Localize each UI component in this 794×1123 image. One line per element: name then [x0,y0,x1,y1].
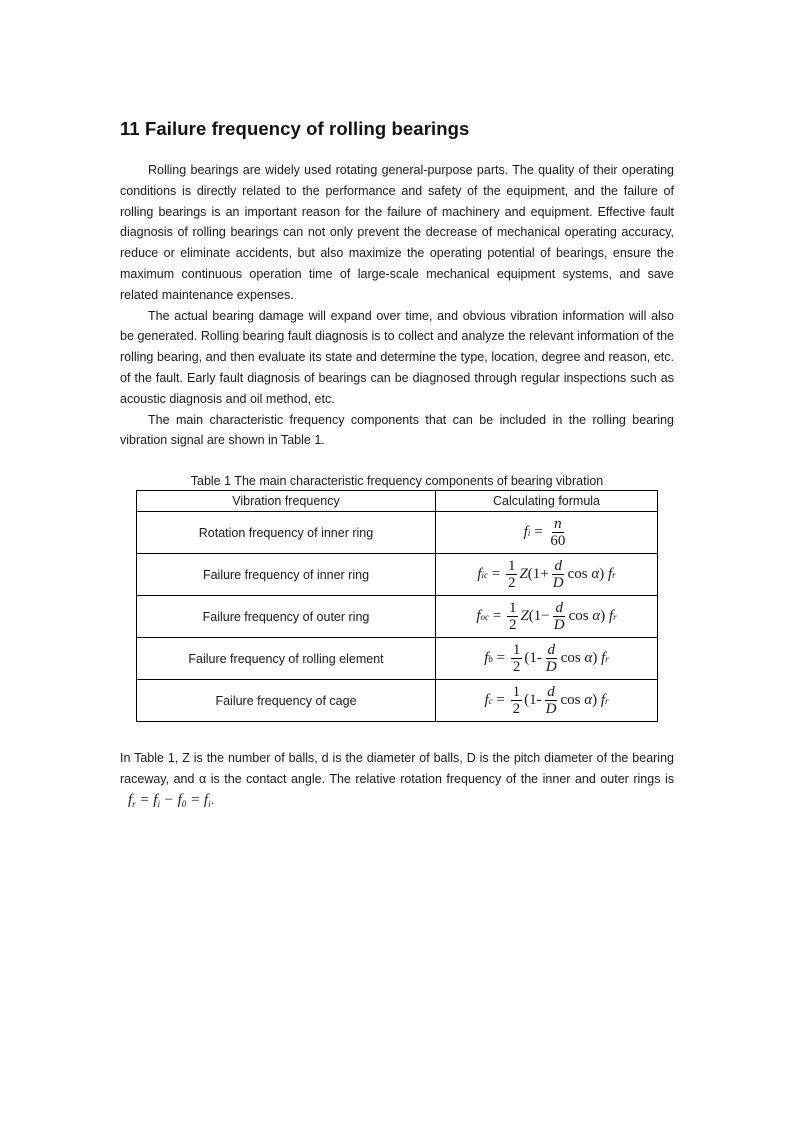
row-label: Failure frequency of inner ring [137,554,436,596]
paragraph-3: The main characteristic frequency components that can be included in the rolling bearing vibration signal are shown in Table 1. [120,412,674,448]
header-vibration-frequency: Vibration frequency [137,491,436,512]
table-row [137,596,658,638]
formula-outer-failure: f oc = $\frac{1}{2}$ Z (1− $\frac{d}{D}$ cos α ) f r [436,596,658,638]
table-row [137,512,658,554]
explanation-text: In Table 1, Z is the number of balls, d is the diameter of balls, D is the pitch diameter of the bearing raceway, and α is the contact angle. The relative rotation frequency of the inner and outer rings is [120,751,674,786]
document-page [120,118,674,815]
formula-inner-rotation: f i = $\frac{n}{60}$ [436,512,658,554]
relative-frequency-formula: $f_r = f_i - f_0 = f_i$ [128,791,211,809]
row-label: Failure frequency of outer ring [137,596,436,638]
section-heading: 11 Failure frequency of rolling bearings [120,118,470,139]
paragraph-2: The actual bearing damage will expand over time, and obvious vibration information will also be generated. Rolling bearing fault diagnosis is to collect and analyze the relevant information of the rolling bearing, and then evaluate its state and determine the type, location, degree and reason, etc. of the fault. Early fault diagnosis of bearings can be diagnosed through regular inspections such as acoustic diagnosis and oil method, etc. [120,308,674,406]
frequency-table [136,490,658,722]
table-explanation [120,748,674,814]
table-row [137,638,658,680]
row-label: Failure frequency of rolling element [137,638,436,680]
row-label: Failure frequency of cage [137,680,436,722]
formula-cage: f c = $\frac{1}{2}$ (1- $\frac{d}{D}$ cos α ) f r [436,680,658,722]
table-caption: Table 1 The main characteristic frequency components of bearing vibration [190,474,604,489]
table-row [137,554,658,596]
row-label: Rotation frequency of inner ring [137,512,436,554]
table-row [137,680,658,722]
paragraph-1: Rolling bearings are widely used rotating general-purpose parts. The quality of their operating conditions is directly related to the performance and safety of the equipment, and the failure of rolling bearings is an important reason for the failure of machinery and equipment. Effective fault diagnosis of rolling bearings can not only prevent the decrease of mechanical operating accuracy, reduce or eliminate accidents, but also maximize the operating potential of bearings, ensure the maximum continuous operation time of large-scale mechanical equipment systems, and save related maintenance expenses. [120,163,674,302]
table-header-row [137,491,658,512]
period: . [210,792,215,807]
formula-inner-failure: f ic = $\frac{1}{2}$ Z (1+ $\frac{d}{D}$ cos α ) f r [436,554,658,596]
header-calculating-formula: Calculating formula [436,491,658,512]
formula-rolling-element: f b = $\frac{1}{2}$ (1- $\frac{d}{D}$ cos α ) f r [436,638,658,680]
